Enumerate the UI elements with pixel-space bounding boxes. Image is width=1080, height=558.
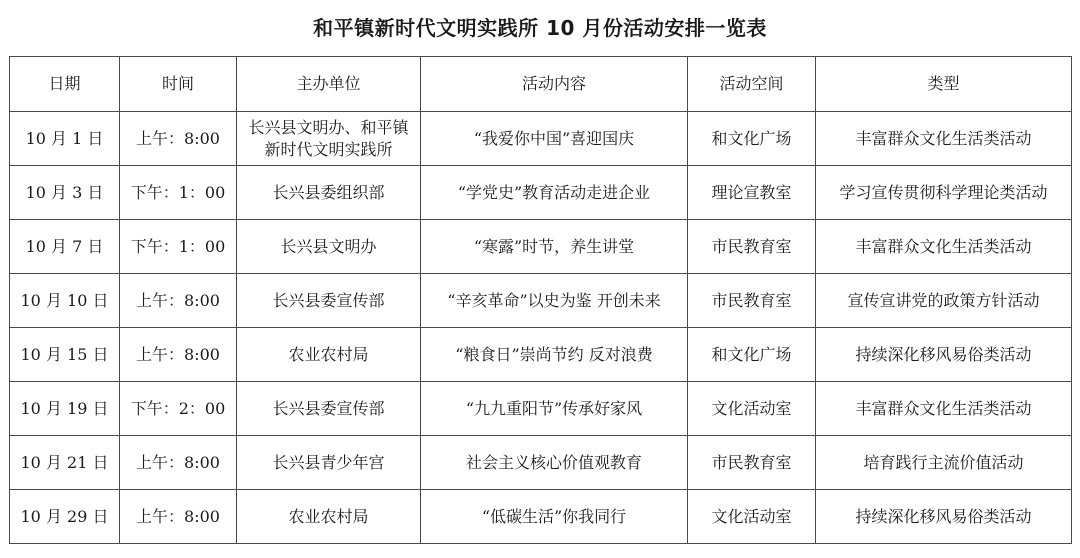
- activity-schedule-table: [9, 56, 1072, 544]
- table-row: [10, 166, 1072, 220]
- cell-space: 文化活动室: [688, 490, 816, 544]
- cell-organizer: 长兴县文明办、和平镇新时代文明实践所: [237, 112, 421, 166]
- cell-content: “学党史”教育活动走进企业: [421, 166, 688, 220]
- cell-time: 上午：8:00: [120, 436, 237, 490]
- cell-organizer: 农业农村局: [237, 328, 421, 382]
- table-row: [10, 220, 1072, 274]
- table-row: [10, 436, 1072, 490]
- cell-date: 10 月 1 日: [10, 112, 120, 166]
- cell-organizer: 长兴县委宣传部: [237, 274, 421, 328]
- cell-type: 学习宣传贯彻科学理论类活动: [816, 166, 1072, 220]
- cell-date: 10 月 19 日: [10, 382, 120, 436]
- cell-organizer: 长兴县文明办: [237, 220, 421, 274]
- column-header-time: 时间: [120, 57, 237, 112]
- cell-date: 10 月 29 日: [10, 490, 120, 544]
- cell-content: “九九重阳节”传承好家风: [421, 382, 688, 436]
- table-row: [10, 382, 1072, 436]
- cell-content: “粮食日”崇尚节约 反对浪费: [421, 328, 688, 382]
- cell-time: 上午：8:00: [120, 112, 237, 166]
- column-header-date: 日期: [10, 57, 120, 112]
- column-header-type: 类型: [816, 57, 1072, 112]
- cell-content: “我爱你中国”喜迎国庆: [421, 112, 688, 166]
- table-body: [10, 112, 1072, 544]
- table-header-row: [10, 57, 1072, 112]
- cell-type: 丰富群众文化生活类活动: [816, 112, 1072, 166]
- cell-organizer: 长兴县委组织部: [237, 166, 421, 220]
- table-row: [10, 274, 1072, 328]
- cell-date: 10 月 3 日: [10, 166, 120, 220]
- cell-organizer: 农业农村局: [237, 490, 421, 544]
- cell-content: 社会主义核心价值观教育: [421, 436, 688, 490]
- cell-time: 下午：1：00: [120, 166, 237, 220]
- cell-time: 下午：1：00: [120, 220, 237, 274]
- cell-type: 丰富群众文化生活类活动: [816, 220, 1072, 274]
- column-header-organizer: 主办单位: [237, 57, 421, 112]
- table-row: [10, 490, 1072, 544]
- column-header-space: 活动空间: [688, 57, 816, 112]
- cell-space: 市民教育室: [688, 220, 816, 274]
- cell-type: 培育践行主流价值活动: [816, 436, 1072, 490]
- cell-type: 持续深化移风易俗类活动: [816, 328, 1072, 382]
- column-header-content: 活动内容: [421, 57, 688, 112]
- cell-time: 上午：8:00: [120, 274, 237, 328]
- cell-content: “低碳生活”你我同行: [421, 490, 688, 544]
- cell-organizer: 长兴县青少年宫: [237, 436, 421, 490]
- cell-space: 理论宣教室: [688, 166, 816, 220]
- cell-type: 丰富群众文化生活类活动: [816, 382, 1072, 436]
- page-title: 和平镇新时代文明实践所 10 月份活动安排一览表: [313, 16, 767, 40]
- cell-organizer: 长兴县委宣传部: [237, 382, 421, 436]
- cell-date: 10 月 10 日: [10, 274, 120, 328]
- cell-time: 下午：2：00: [120, 382, 237, 436]
- cell-time: 上午：8:00: [120, 328, 237, 382]
- cell-type: 持续深化移风易俗类活动: [816, 490, 1072, 544]
- cell-space: 文化活动室: [688, 382, 816, 436]
- cell-date: 10 月 7 日: [10, 220, 120, 274]
- table-row: [10, 328, 1072, 382]
- cell-space: 和文化广场: [688, 112, 816, 166]
- cell-type: 宣传宣讲党的政策方针活动: [816, 274, 1072, 328]
- cell-content: “寒露”时节，养生讲堂: [421, 220, 688, 274]
- cell-content: “辛亥革命”以史为鉴 开创未来: [421, 274, 688, 328]
- cell-date: 10 月 15 日: [10, 328, 120, 382]
- cell-space: 和文化广场: [688, 328, 816, 382]
- cell-time: 上午：8:00: [120, 490, 237, 544]
- table-row: [10, 112, 1072, 166]
- cell-date: 10 月 21 日: [10, 436, 120, 490]
- cell-space: 市民教育室: [688, 274, 816, 328]
- cell-space: 市民教育室: [688, 436, 816, 490]
